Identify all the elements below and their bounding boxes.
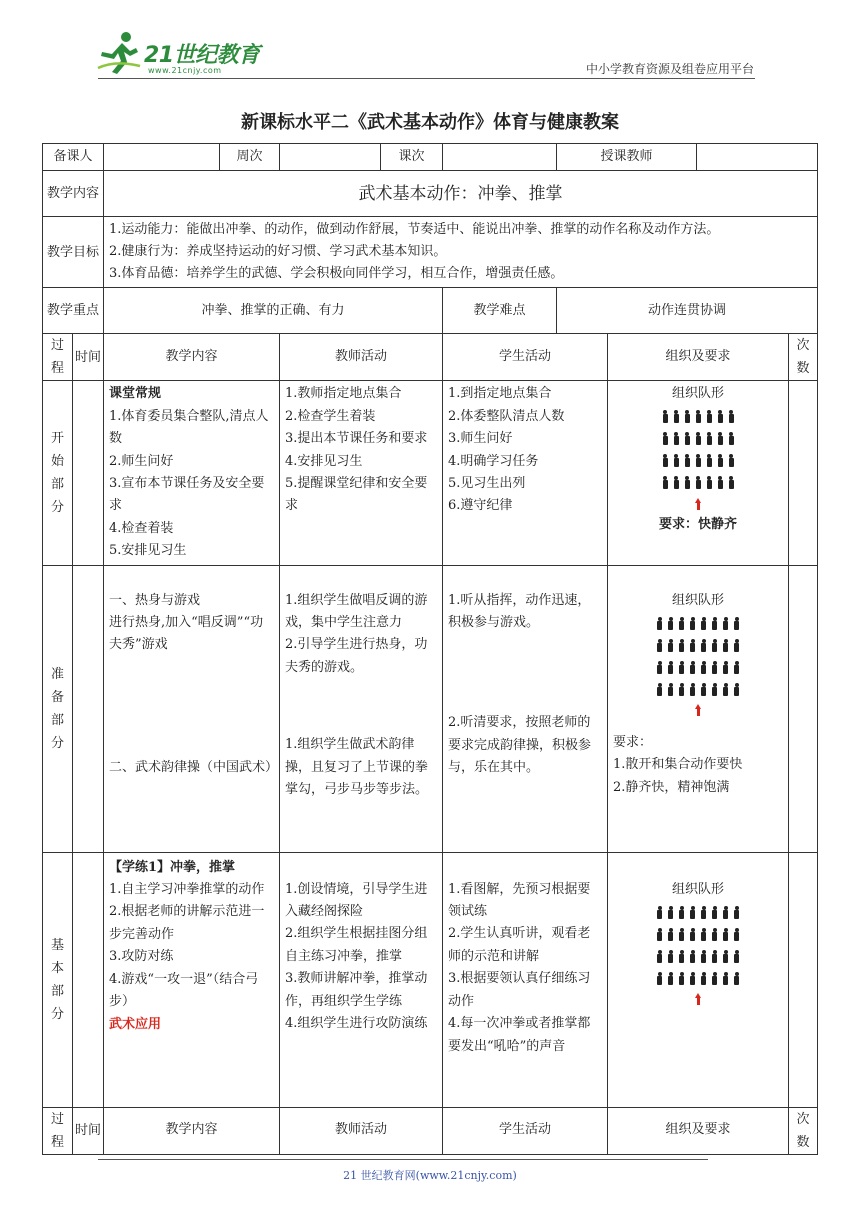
list-item: 4.每一次冲拳或者推掌都要发出“吼哈”的声音 [448, 1016, 591, 1054]
formation-row [613, 967, 783, 989]
student-figure-icon [684, 476, 691, 489]
student-figure-icon [700, 639, 707, 652]
list-item: 2.引导学生进行热身，功夫秀的游戏。 [285, 637, 428, 675]
student-figure-icon [722, 661, 729, 674]
list-item: 2.听清要求，按照老师的要求完成韵律操，积极参与，乐在其中。 [448, 715, 592, 776]
prep-teacher [280, 565, 443, 852]
student-figure-icon [678, 683, 685, 696]
student-figure-icon [722, 906, 729, 919]
student-figure-icon [733, 661, 740, 674]
list-item: 二、武术韵律操（中国武术） [109, 759, 279, 775]
student-figure-icon [700, 617, 707, 630]
student-figure-icon [673, 410, 680, 423]
student-figure-icon [711, 906, 718, 919]
student-figure-icon [700, 928, 707, 941]
opening-organization [608, 381, 789, 565]
prep-content [104, 565, 280, 852]
student-figure-icon [733, 617, 740, 630]
student-figure-icon [728, 476, 735, 489]
student-figure-icon [656, 661, 663, 674]
student-figure-icon [656, 972, 663, 985]
goals-list [104, 217, 818, 288]
student-figure-icon [678, 928, 685, 941]
student-figure-icon [728, 454, 735, 467]
spacer [285, 679, 437, 734]
footer-divider [98, 1159, 708, 1160]
running-man-icon [96, 30, 144, 76]
preparer-value [104, 144, 220, 171]
student-figure-icon [689, 972, 696, 985]
org-title: 组织队形 [672, 592, 725, 608]
formation-row [613, 678, 783, 700]
student-figure-icon [673, 432, 680, 445]
basic-content-title: 【学练1】冲拳，推掌 [109, 859, 236, 875]
list-item: 进行热身,加入“唱反调”“功夫秀”游戏 [109, 615, 264, 653]
student-figure-icon [667, 928, 674, 941]
key-label: 教学重点 [43, 288, 104, 334]
list-item: 3.教师讲解冲拳，推掌动作，再组织学生学练 [285, 971, 428, 1009]
student-figure-icon [656, 617, 663, 630]
student-figure-icon [728, 410, 735, 423]
list-item: 2.学生认真听讲，观看老师的示范和讲解 [448, 926, 591, 964]
student-figure-icon [722, 928, 729, 941]
formation-row [613, 634, 783, 656]
platform-label: 中小学教育资源及组卷应用平台 [585, 62, 754, 76]
student-figure-icon [695, 432, 702, 445]
formation-diagram [613, 406, 783, 494]
phase-opening: 开始部分 [43, 381, 73, 565]
opening-content-title: 课堂常规 [109, 386, 162, 402]
opening-teacher [280, 381, 443, 565]
formation-row [613, 428, 783, 450]
page-title: 新课标水平二《武术基本动作》体育与健康教案 [241, 112, 619, 133]
list-item: 2.师生问好 [109, 453, 174, 469]
student-figure-icon [711, 639, 718, 652]
student-figure-icon [689, 950, 696, 963]
opening-student [443, 381, 608, 565]
teacher-value [697, 144, 818, 171]
content-value: 武术基本动作：冲拳、推掌 [104, 171, 818, 217]
student-figure-icon [689, 683, 696, 696]
col-time: 时间 [73, 1107, 104, 1154]
student-figure-icon [700, 661, 707, 674]
org-requirement: 要求：快静齐 [659, 516, 738, 532]
basic-content [104, 852, 280, 1107]
goal-item: 1.运动能力：能做出冲拳、的动作，做到动作舒展，节奏适中、能说出冲拳、推掌的动作名称及动作方法。 [109, 222, 720, 238]
brand-name: 21世纪教育 [144, 43, 260, 68]
col-count: 次数 [789, 1107, 818, 1154]
list-item: 1.体育委员集合整队,清点人数 [109, 408, 269, 447]
student-figure-icon [667, 661, 674, 674]
list-item: 3.提出本节课任务和要求 [285, 431, 428, 447]
student-figure-icon [689, 639, 696, 652]
formation-row [613, 450, 783, 472]
list-item: 3.根据要领认真仔细练习动作 [448, 971, 591, 1009]
phase-basic: 基本部分 [43, 852, 73, 1107]
teacher-label: 授课教师 [557, 144, 697, 171]
student-figure-icon [733, 639, 740, 652]
student-figure-icon [711, 617, 718, 630]
student-figure-icon [706, 454, 713, 467]
student-figure-icon [717, 454, 724, 467]
list-item: 3.师生问好 [448, 431, 513, 447]
basic-organization [608, 852, 789, 1107]
list-item: 2.检查学生着装 [285, 408, 376, 424]
list-item: 1.教师指定地点集合 [285, 386, 402, 402]
student-figure-icon [700, 683, 707, 696]
time-cell [73, 381, 104, 565]
student-figure-icon [667, 683, 674, 696]
col-student: 学生活动 [443, 1107, 608, 1154]
list-item: 1.散开和集合动作要快 [613, 757, 743, 773]
arrow-up-icon [695, 498, 701, 510]
prep-organization [608, 565, 789, 852]
goal-item: 3.体育品德：培养学生的武德、学会积极向同伴学习，相互合作，增强责任感。 [109, 266, 564, 282]
student-figure-icon [722, 683, 729, 696]
week-label: 周次 [220, 144, 280, 171]
week-value [280, 144, 381, 171]
time-cell [73, 852, 104, 1107]
col-teacher: 教师活动 [280, 1107, 443, 1154]
list-item: 2.组织学生根据挂图分组自主练习冲拳，推掌 [285, 926, 428, 964]
student-figure-icon [717, 432, 724, 445]
student-figure-icon [662, 476, 669, 489]
opening-content [104, 381, 280, 565]
count-cell [789, 565, 818, 852]
student-figure-icon [711, 950, 718, 963]
student-figure-icon [700, 906, 707, 919]
student-figure-icon [706, 476, 713, 489]
student-figure-icon [733, 906, 740, 919]
count-cell [789, 852, 818, 1107]
col-time: 时间 [73, 334, 104, 381]
student-figure-icon [722, 639, 729, 652]
student-figure-icon [689, 661, 696, 674]
formation-diagram [613, 901, 783, 989]
student-figure-icon [656, 906, 663, 919]
student-figure-icon [656, 950, 663, 963]
lesson-value [443, 144, 557, 171]
formation-row [613, 472, 783, 494]
arrow-up-icon [695, 993, 701, 1005]
student-figure-icon [678, 972, 685, 985]
student-figure-icon [678, 639, 685, 652]
student-figure-icon [711, 972, 718, 985]
preparer-label: 备课人 [43, 144, 104, 171]
list-item [109, 969, 274, 1036]
difficulty-value: 动作连贯协调 [557, 288, 818, 334]
spacer [109, 657, 274, 757]
col-teacher: 教师活动 [280, 334, 443, 381]
count-cell [789, 381, 818, 565]
teacher-marker [613, 494, 783, 514]
basic-teacher [280, 852, 443, 1107]
student-figure-icon [717, 410, 724, 423]
org-title: 组织队形 [672, 386, 725, 402]
list-item: 1.创设情境，引导学生进入藏经阁探险 [285, 881, 428, 920]
formation-row [613, 612, 783, 634]
list-item: 1.组织学生做唱反调的游戏，集中学生注意力 [285, 592, 428, 631]
student-figure-icon [733, 950, 740, 963]
student-figure-icon [656, 683, 663, 696]
goal-item: 2.健康行为：养成坚持运动的好习惯、学习武术基本知识。 [109, 244, 447, 260]
formation-row [613, 406, 783, 428]
list-item: 1.听从指挥，动作迅速，积极参与游戏。 [448, 592, 591, 631]
student-figure-icon [711, 683, 718, 696]
list-item: 4.安排见习生 [285, 453, 363, 469]
student-figure-icon [678, 906, 685, 919]
formation-row [613, 656, 783, 678]
teacher-marker [613, 700, 783, 720]
student-figure-icon [733, 972, 740, 985]
student-figure-icon [722, 972, 729, 985]
student-figure-icon [656, 639, 663, 652]
lesson-label: 课次 [381, 144, 443, 171]
list-item: 4.检查着装 [109, 520, 174, 536]
col-process: 过程 [43, 334, 73, 381]
student-figure-icon [728, 432, 735, 445]
student-figure-icon [733, 928, 740, 941]
formation-diagram [613, 612, 783, 700]
student-figure-icon [711, 661, 718, 674]
col-content: 教学内容 [104, 1107, 280, 1154]
student-figure-icon [684, 454, 691, 467]
goals-label: 教学目标 [43, 217, 104, 288]
brand-url: www.21cnjy.com [148, 66, 222, 75]
list-item: 5.提醒课堂纪律和安全要求 [285, 476, 428, 514]
col-process: 过程 [43, 1107, 73, 1154]
list-item: 4.组织学生进行攻防演练 [285, 1016, 428, 1032]
list-item: 2.体委整队清点人数 [448, 408, 565, 424]
student-figure-icon [695, 410, 702, 423]
col-content: 教学内容 [104, 334, 280, 381]
student-figure-icon [673, 476, 680, 489]
formation-row [613, 945, 783, 967]
student-figure-icon [684, 432, 691, 445]
list-item: 1.自主学习冲拳推掌的动作 [109, 882, 265, 898]
list-item: 5.见习生出列 [448, 476, 526, 492]
student-figure-icon [662, 432, 669, 445]
basic-student [443, 852, 608, 1107]
header-divider [98, 78, 755, 79]
teacher-marker [613, 989, 783, 1009]
game-text: 4.游戏“一攻一退”（结合弓步） [109, 971, 259, 1010]
list-item: 要求： [613, 735, 653, 751]
formation-row [613, 923, 783, 945]
student-figure-icon [667, 617, 674, 630]
student-figure-icon [700, 972, 707, 985]
student-figure-icon [667, 972, 674, 985]
list-item: 2.根据老师的讲解示范进一步完善动作 [109, 904, 265, 942]
student-figure-icon [684, 410, 691, 423]
student-figure-icon [722, 617, 729, 630]
student-figure-icon [717, 476, 724, 489]
student-figure-icon [689, 617, 696, 630]
list-item: 5.安排见习生 [109, 543, 187, 559]
student-figure-icon [662, 454, 669, 467]
student-figure-icon [678, 617, 685, 630]
student-figure-icon [695, 454, 702, 467]
student-figure-icon [706, 432, 713, 445]
difficulty-label: 教学难点 [443, 288, 557, 334]
list-item: 1.到指定地点集合 [448, 386, 552, 402]
org-title: 组织队形 [672, 881, 725, 897]
list-item: 3.攻防对练 [109, 949, 174, 965]
student-figure-icon [722, 950, 729, 963]
student-figure-icon [667, 639, 674, 652]
spacer [448, 634, 602, 712]
arrow-up-icon [695, 704, 701, 716]
student-figure-icon [700, 950, 707, 963]
game-highlight: 武术应用 [109, 1016, 162, 1032]
student-figure-icon [706, 410, 713, 423]
student-figure-icon [673, 454, 680, 467]
list-item: 6.遵守纪律 [448, 498, 513, 514]
list-item: 1.组织学生做武术韵律操，且复习了上节课的拳掌勾，弓步马步等步法。 [285, 737, 429, 798]
list-item: 3.宣布本节课任务及安全要求 [109, 476, 265, 514]
list-item: 4.明确学习任务 [448, 453, 539, 469]
col-organization: 组织及要求 [608, 1107, 789, 1154]
key-value: 冲拳、推掌的正确、有力 [104, 288, 443, 334]
student-figure-icon [733, 683, 740, 696]
list-item: 2.静齐快，精神饱满 [613, 779, 730, 795]
formation-row [613, 901, 783, 923]
footer-text: 21 世纪教育网(www.21cnjy.com) [343, 1169, 517, 1182]
list-item: 一、热身与游戏 [109, 592, 201, 608]
lesson-plan-table [42, 143, 818, 1155]
student-figure-icon [678, 950, 685, 963]
student-figure-icon [689, 928, 696, 941]
student-figure-icon [667, 906, 674, 919]
col-organization: 组织及要求 [608, 334, 789, 381]
student-figure-icon [656, 928, 663, 941]
col-count: 次数 [789, 334, 818, 381]
student-figure-icon [711, 928, 718, 941]
col-student: 学生活动 [443, 334, 608, 381]
student-figure-icon [662, 410, 669, 423]
site-logo [96, 30, 266, 80]
time-cell [73, 565, 104, 852]
student-figure-icon [667, 950, 674, 963]
prep-student [443, 565, 608, 852]
student-figure-icon [678, 661, 685, 674]
phase-prep: 准备部分 [43, 565, 73, 852]
student-figure-icon [695, 476, 702, 489]
student-figure-icon [689, 906, 696, 919]
list-item: 1.看图解，先预习根据要领试练 [448, 881, 591, 920]
content-label: 教学内容 [43, 171, 104, 217]
